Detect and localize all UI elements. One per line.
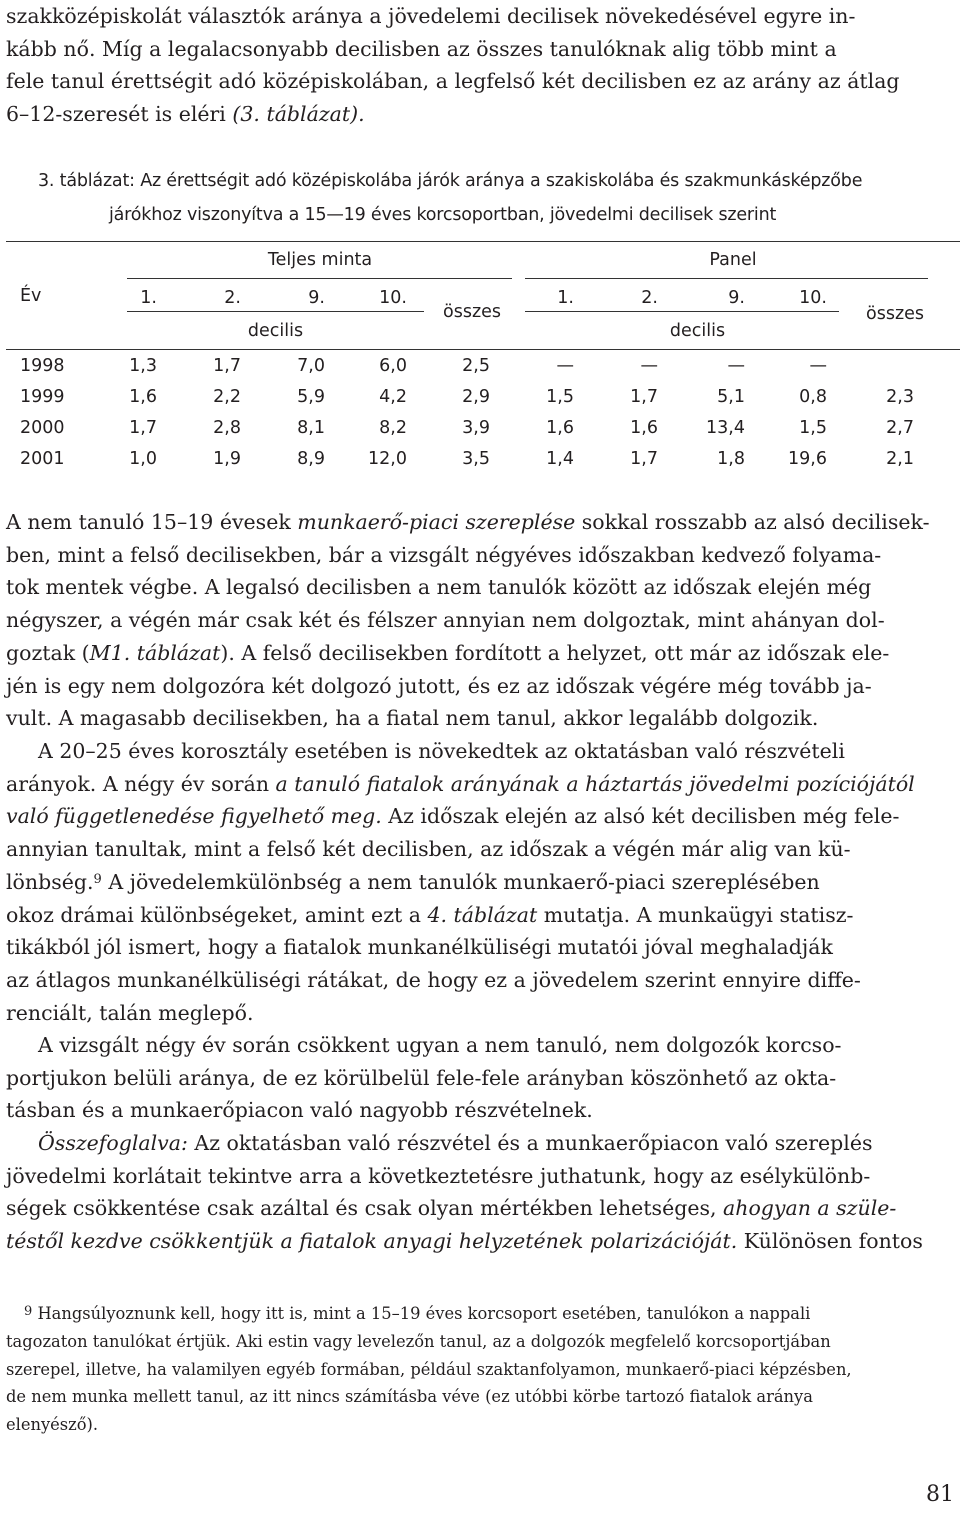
text-line: szerepel, illetve, ha valamilyen egyéb formában, például szaktanfolyamon, munkaerő-piaci képzésben, — [6, 1359, 852, 1379]
text-span: ). A felső decilisekben fordított a helyzet, ott már az időszak ele- — [220, 640, 890, 665]
text-span: A jövedelemkülönbség a nem tanulók munkaerő-piaci szereplésében — [101, 869, 820, 894]
text-line: kább nő. Míg a legalacsonyabb decilisben az összes tanulóknak alig több mint a — [6, 36, 837, 61]
decile-header: 2. — [224, 288, 241, 308]
table-cell: 5,1 — [717, 387, 745, 407]
footnote-mark: 9 — [24, 1304, 33, 1319]
text-line: vult. A magasabb decilisekben, ha a fiatal nem tanul, akkor legalább dolgozik. — [6, 706, 819, 731]
text-line — [6, 506, 956, 539]
text-line: renciált, talán meglepő. — [6, 1000, 254, 1025]
table-cell: 1,6 — [630, 418, 658, 438]
table-cell: 1,3 — [129, 356, 157, 376]
table-cell: 2,3 — [886, 387, 914, 407]
decile-header: 9. — [728, 288, 745, 308]
text-line: négyszer, a végén már csak két és félszer annyian nem dolgoztak, mint ahányan dol- — [6, 608, 885, 633]
text-line: portjukon belüli aránya, de ez körülbelül fele-fele arányban köszönhető az okta- — [6, 1065, 837, 1090]
group-rule-panel — [525, 278, 928, 279]
text-span: arányok. A négy év során — [6, 771, 276, 796]
text-line: elenyésző). — [6, 1415, 99, 1435]
table-cell: 1,7 — [213, 356, 241, 376]
table-top-rule — [6, 241, 960, 242]
year-column-header: Év — [20, 286, 42, 306]
text-line: tagozaton tanulókat értjük. Aki estin vagy levelezőn tanul, az a dolgozók megfelelő korcsoportjában — [6, 1331, 831, 1351]
table-header-rule — [6, 349, 960, 350]
row-year: 2001 — [20, 449, 65, 469]
table-caption-line1: Az érettségit adó középiskolába járók aránya a szakiskolába és szakmunkásképzőbe — [140, 171, 863, 191]
decile-header: 10. — [799, 288, 827, 308]
emphasis: való függetlenedése figyelhető meg. — [6, 804, 382, 829]
text-line — [6, 735, 956, 768]
total-header: összes — [443, 302, 502, 322]
table-cell: 1,5 — [546, 387, 574, 407]
row-year: 1998 — [20, 356, 65, 376]
text-span: ségek csökkentése csak azáltal és csak olyan mértékben lehetséges, — [6, 1196, 724, 1221]
text-line: jén is egy nem dolgozóra két dolgozó jutott, és ez az időszak végére még tovább ja- — [6, 673, 872, 698]
text-line: de nem munka mellett tanul, az itt nincs számításba véve (ez utóbbi körbe tartozó fiatalok aránya — [6, 1387, 813, 1407]
table-cell: 3,9 — [462, 418, 490, 438]
table-cell: 2,8 — [213, 418, 241, 438]
table-cell: 4,2 — [379, 387, 407, 407]
page-number: 81 — [926, 1482, 954, 1507]
table-cell: 2,1 — [886, 449, 914, 469]
text-span: sokkal rosszabb az alsó decilisek- — [575, 510, 930, 534]
text-line — [6, 1192, 956, 1225]
text-line — [6, 1298, 956, 1328]
text-span: Az oktatásban való részvétel és a munkaerőpiacon való szereplés — [187, 1131, 873, 1155]
text-span: 6–12-szeresét is eléri — [6, 102, 233, 127]
table-reference: M1. táblázat — [89, 640, 221, 665]
text-line: szakközépiskolát választók aránya a jövedelemi decilisek növekedésével egyre in- — [6, 4, 856, 28]
text-line: ben, mint a felső decilisekben, bár a vizsgált négyéves időszakban kedvező folyama- — [6, 542, 882, 567]
text-line: jövedelmi korlátait tekintve arra a következtetésre juthatunk, hogy az esélykülönb- — [6, 1163, 871, 1188]
text-line — [6, 1225, 956, 1258]
decile-rule-panel — [525, 311, 839, 312]
text-span: A 20–25 éves korosztály esetében is növekedtek az oktatásban való részvételi — [38, 739, 845, 763]
table-cell: 1,7 — [630, 387, 658, 407]
table-reference: (3. táblázat). — [232, 102, 365, 127]
group-header-panel: Panel — [709, 250, 757, 270]
table-cell: 1,4 — [546, 449, 574, 469]
table-cell: 19,6 — [788, 449, 827, 469]
decile-header: 2. — [641, 288, 658, 308]
table-caption-line2: járókhoz viszonyítva a 15—19 éves korcsoportban, jövedelmi decilisek szerint — [109, 205, 777, 225]
emphasis: téstől kezdve csökkentjük a fiatalok anyagi helyzetének polarizációját. — [6, 1229, 738, 1254]
body-paragraph — [6, 1029, 956, 1127]
footnote-reference: 9 — [93, 871, 102, 887]
table-reference: 4. táblázat — [427, 902, 538, 927]
emphasis: munkaerő-piaci szereplése — [297, 510, 576, 534]
row-year: 1999 — [20, 387, 65, 407]
decile-header: 9. — [308, 288, 325, 308]
footnote — [6, 1298, 956, 1439]
row-year: 2000 — [20, 418, 65, 438]
table-cell: 1,0 — [129, 449, 157, 469]
table-cell: 1,7 — [630, 449, 658, 469]
table-caption — [38, 164, 958, 232]
emphasis: ahogyan a szüle- — [723, 1196, 897, 1221]
table-cell: — — [640, 356, 658, 376]
body-paragraph — [6, 1127, 956, 1258]
table-cell: 0,8 — [799, 387, 827, 407]
body-paragraph — [6, 506, 956, 735]
decile-header: 10. — [379, 288, 407, 308]
intro-paragraph — [6, 0, 956, 131]
decilis-label: decilis — [247, 321, 304, 341]
text-span: mutatja. A munkaügyi statisz- — [537, 902, 854, 927]
table-cell: 2,2 — [213, 387, 241, 407]
table-cell: 1,8 — [717, 449, 745, 469]
table-cell: 13,4 — [706, 418, 745, 438]
text-line: tikákból jól ismert, hogy a fiatalok munkanélküliségi mutatói jóval meghaladják — [6, 935, 833, 960]
table-cell: 1,7 — [129, 418, 157, 438]
text-line — [6, 637, 956, 670]
text-span: Az időszak elején az alsó két decilisben még fele- — [381, 804, 900, 829]
group-header-full: Teljes minta — [267, 250, 373, 270]
text-line — [6, 98, 956, 131]
text-line — [6, 1029, 956, 1062]
text-span: goztak ( — [6, 640, 90, 665]
table-cell: 5,9 — [297, 387, 325, 407]
table-cell: 8,9 — [297, 449, 325, 469]
table-cell: 1,9 — [213, 449, 241, 469]
text-line: az átlagos munkanélküliségi rátákat, de hogy ez a jövedelem szerint ennyire diffe- — [6, 967, 861, 992]
text-line: annyian tanultak, mint a felső két decilisben, az időszak a végén már alig van kü- — [6, 837, 851, 862]
text-span: A vizsgált négy év során csökkent ugyan a nem tanuló, nem dolgozók korcso- — [38, 1033, 842, 1057]
decile-header: 1. — [140, 288, 157, 308]
text-line — [6, 768, 956, 801]
table-cell: 2,9 — [462, 387, 490, 407]
text-line: fele tanul érettségit adó középiskolában, a legfelső két decilisben ez az arány az átlag — [6, 69, 900, 94]
table-cell: 3,5 — [462, 449, 490, 469]
text-span: Hangsúlyoznunk kell, hogy itt is, mint a 15–19 éves korcsoport esetében, tanulókon a nappali — [37, 1304, 811, 1323]
table-cell: 1,5 — [799, 418, 827, 438]
decile-header: 1. — [557, 288, 574, 308]
group-rule-full — [127, 278, 512, 279]
table-cell: — — [556, 356, 574, 376]
text-span: lönbség. — [6, 869, 94, 894]
text-line — [6, 866, 956, 899]
text-line: tásban és a munkaerőpiacon való nagyobb részvételnek. — [6, 1098, 593, 1123]
table-caption-label: 3. táblázat: — [38, 171, 135, 191]
text-line — [6, 800, 956, 833]
table-cell: 7,0 — [297, 356, 325, 376]
table-cell: 6,0 — [379, 356, 407, 376]
text-span: A nem tanuló 15–19 évesek — [6, 510, 298, 534]
table-cell: — — [727, 356, 745, 376]
total-header: összes — [866, 304, 925, 324]
text-line — [6, 1127, 956, 1160]
table-cell: — — [809, 356, 827, 376]
table-cell: 12,0 — [368, 449, 407, 469]
body-paragraph — [6, 735, 956, 1029]
table-cell: 2,7 — [886, 418, 914, 438]
table-cell: 1,6 — [546, 418, 574, 438]
table-cell: 1,6 — [129, 387, 157, 407]
text-line: tok mentek végbe. A legalsó decilisben a nem tanulók között az időszak elején még — [6, 575, 872, 600]
emphasis: Összefoglalva: — [38, 1131, 188, 1155]
table-cell: 8,2 — [379, 418, 407, 438]
table-cell: 8,1 — [297, 418, 325, 438]
emphasis: a tanuló fiatalok arányának a háztartás jövedelmi pozíciójától — [275, 771, 915, 796]
decile-rule-full — [127, 311, 424, 312]
decilis-label: decilis — [669, 321, 726, 341]
text-span: Különösen fontos — [737, 1229, 923, 1254]
text-line — [6, 899, 956, 932]
table-cell: 2,5 — [462, 356, 490, 376]
text-span: okoz drámai különbségeket, amint ezt a — [6, 902, 428, 927]
